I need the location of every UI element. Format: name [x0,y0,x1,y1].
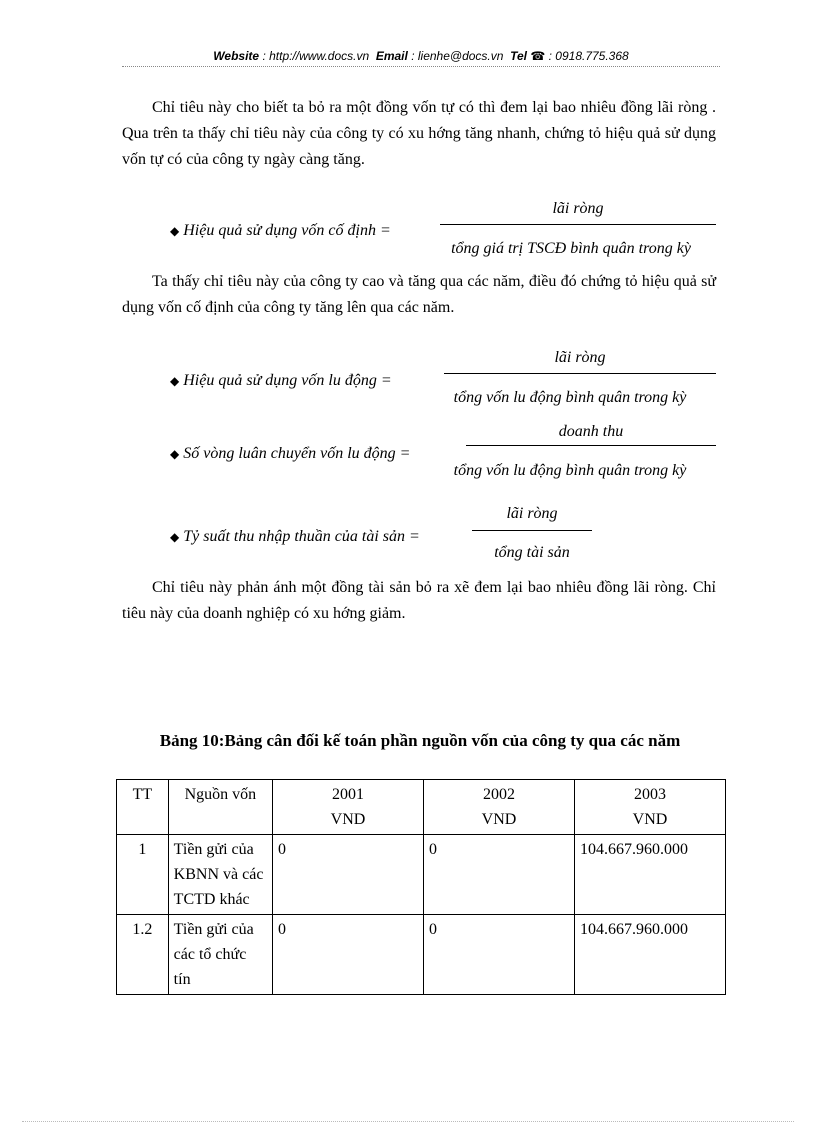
formula-denominator: tổng tài sản [494,544,570,561]
cell-2002: 0 [424,835,575,915]
cell-2001: 0 [273,915,424,995]
paragraph-text: Chỉ tiêu này phản ánh một đồng tài sản bỏ ra xẽ đem lại bao nhiêu đồng lãi ròng. Chỉ tiêu này của doanh nghiệp có xu hớng giảm. [122,579,716,622]
diamond-bullet-icon: ◆ [170,530,180,544]
paragraph-equity-efficiency [122,95,716,173]
header-2002: 2002 VND [424,780,575,835]
diamond-bullet-icon: ◆ [170,374,180,388]
formula-label: Số vòng luân chuyển vốn lu động = [183,445,411,462]
tel-label: Tel [510,49,527,63]
formula-label: Hiệu quả sử dụng vốn lu động = [183,372,392,389]
page-header [122,46,720,67]
formula-denominator: tổng giá trị TSCĐ bình quân trong kỳ [451,240,691,257]
table-row [117,835,726,915]
fraction-line [440,224,716,225]
cell-source: Tiền gửi của các tổ chức tín [168,915,272,995]
paragraph-asset-comment [122,575,716,627]
tel-value: ☎ : 0918.775.368 [530,49,629,63]
table-header-row [117,780,726,835]
header-2003: 2003 VND [574,780,725,835]
formula-numerator: doanh thu [558,423,624,440]
cell-tt: 1.2 [117,915,169,995]
formula-numerator: lãi ròng [554,349,606,366]
website-value[interactable]: : http://www.docs.vn [262,49,370,63]
header-tt: TT [117,780,169,835]
formula-label: Tỷ suất thu nhập thuần của tài sản = [183,528,420,545]
email-label: Email [375,49,408,63]
fraction-line [472,530,592,531]
cell-2001: 0 [273,835,424,915]
header-2001: 2001 VND [273,780,424,835]
formula-label: Hiệu quả sử dụng vốn cố định = [183,222,391,239]
website-label: Website [213,49,260,63]
formula-numerator: lãi ròng [506,505,558,522]
diamond-bullet-icon: ◆ [170,447,180,461]
cell-tt: 1 [117,835,169,915]
paragraph-text: Ta thấy chỉ tiêu này của công ty cao và tăng qua các năm, điều đó chứng tỏ hiệu quả sử dụng vốn cố định của công ty tăng lên qua các năm. [122,273,716,316]
diamond-bullet-icon: ◆ [170,224,180,238]
fraction-line [466,445,716,446]
cell-2002: 0 [424,915,575,995]
email-value[interactable]: : lienhe@docs.vn [411,49,504,63]
paragraph-text: Chỉ tiêu này cho biết ta bỏ ra một đồng vốn tự có thì đem lại bao nhiêu đồng lãi ròng . Qua trên ta thấy chỉ tiêu này của công ty có xu hớng tăng nhanh, chứng tỏ hiệu quả sử dụng vốn tự có của công ty ngày càng tăng. [122,99,716,168]
formula-numerator: lãi ròng [552,200,604,217]
fraction-line [444,373,716,374]
formula-denominator: tổng vốn lu động bình quân trong kỳ [453,389,687,406]
page-footer-divider [22,1121,794,1122]
paragraph-fixed-capital-comment [122,269,716,321]
cell-2003: 104.667.960.000 [574,915,725,995]
table-row [117,915,726,995]
header-source: Nguồn vốn [168,780,272,835]
cell-source: Tiền gửi của KBNN và các TCTD khác [168,835,272,915]
table-title: Bảng 10:Bảng cân đối kế toán phần nguồn vốn của công ty qua các năm [159,731,681,750]
balance-sheet-table [116,779,726,995]
cell-2003: 104.667.960.000 [574,835,725,915]
formula-denominator: tổng vốn lu động bình quân trong kỳ [453,462,687,479]
